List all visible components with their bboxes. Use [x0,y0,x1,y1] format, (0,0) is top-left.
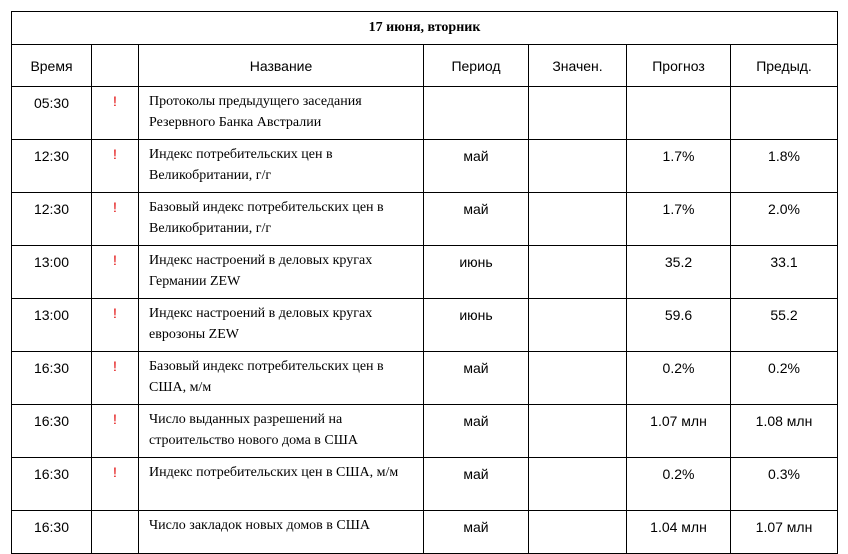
date-title: 17 июня, вторник [12,12,838,45]
event-time: 13:00 [12,246,92,299]
event-forecast: 35.2 [627,246,731,299]
header-name: Название [139,45,424,87]
importance-mark: ! [92,352,139,405]
event-time: 16:30 [12,405,92,458]
header-time: Время [12,45,92,87]
event-forecast: 1.7% [627,140,731,193]
event-name: Базовый индекс потребительских цен в США, м/м [139,352,424,405]
header-importance [92,45,139,87]
importance-mark: ! [92,405,139,458]
event-forecast [627,87,731,140]
table-row [12,458,838,511]
table-row [12,405,838,458]
event-time: 05:30 [12,87,92,140]
event-period: май [424,193,529,246]
importance-mark: ! [92,246,139,299]
event-previous: 1.08 млн [731,405,838,458]
event-period: май [424,140,529,193]
header-period: Период [424,45,529,87]
event-forecast: 1.04 млн [627,511,731,554]
event-forecast: 1.07 млн [627,405,731,458]
importance-mark: ! [92,193,139,246]
header-value: Значен. [529,45,627,87]
event-period: май [424,405,529,458]
event-previous: 1.8% [731,140,838,193]
importance-mark: ! [92,140,139,193]
economic-calendar-table [11,11,838,554]
event-previous [731,87,838,140]
event-value [529,352,627,405]
table-row [12,511,838,554]
event-name: Индекс потребительских цен в США, м/м [139,458,424,511]
event-value [529,299,627,352]
header-row [12,45,838,87]
table-row [12,246,838,299]
event-period: май [424,352,529,405]
event-value [529,193,627,246]
event-forecast: 1.7% [627,193,731,246]
event-previous: 0.3% [731,458,838,511]
event-previous: 1.07 млн [731,511,838,554]
table-row [12,299,838,352]
event-name: Протоколы предыдущего заседания Резервного Банка Австралии [139,87,424,140]
table-row [12,87,838,140]
event-name: Число выданных разрешений на строительство нового дома в США [139,405,424,458]
event-name: Индекс настроений в деловых кругах Германии ZEW [139,246,424,299]
event-time: 12:30 [12,193,92,246]
event-value [529,511,627,554]
event-name: Индекс потребительских цен в Великобритании, г/г [139,140,424,193]
header-previous: Предыд. [731,45,838,87]
event-previous: 55.2 [731,299,838,352]
event-time: 16:30 [12,511,92,554]
event-value [529,458,627,511]
importance-mark: ! [92,87,139,140]
event-time: 16:30 [12,352,92,405]
event-period: июнь [424,246,529,299]
event-forecast: 0.2% [627,458,731,511]
event-value [529,140,627,193]
event-previous: 0.2% [731,352,838,405]
table-row [12,352,838,405]
table-row [12,140,838,193]
event-previous: 2.0% [731,193,838,246]
event-value [529,87,627,140]
importance-mark: ! [92,299,139,352]
event-period: май [424,511,529,554]
event-name: Число закладок новых домов в США [139,511,424,554]
event-time: 16:30 [12,458,92,511]
event-value [529,246,627,299]
importance-mark: ! [92,458,139,511]
event-time: 12:30 [12,140,92,193]
event-forecast: 59.6 [627,299,731,352]
event-name: Индекс настроений в деловых кругах еврозоны ZEW [139,299,424,352]
header-forecast: Прогноз [627,45,731,87]
importance-mark [92,511,139,554]
event-name: Базовый индекс потребительских цен в Великобритании, г/г [139,193,424,246]
event-period: май [424,458,529,511]
event-forecast: 0.2% [627,352,731,405]
event-period [424,87,529,140]
event-period: июнь [424,299,529,352]
event-value [529,405,627,458]
table-row [12,193,838,246]
event-previous: 33.1 [731,246,838,299]
event-time: 13:00 [12,299,92,352]
